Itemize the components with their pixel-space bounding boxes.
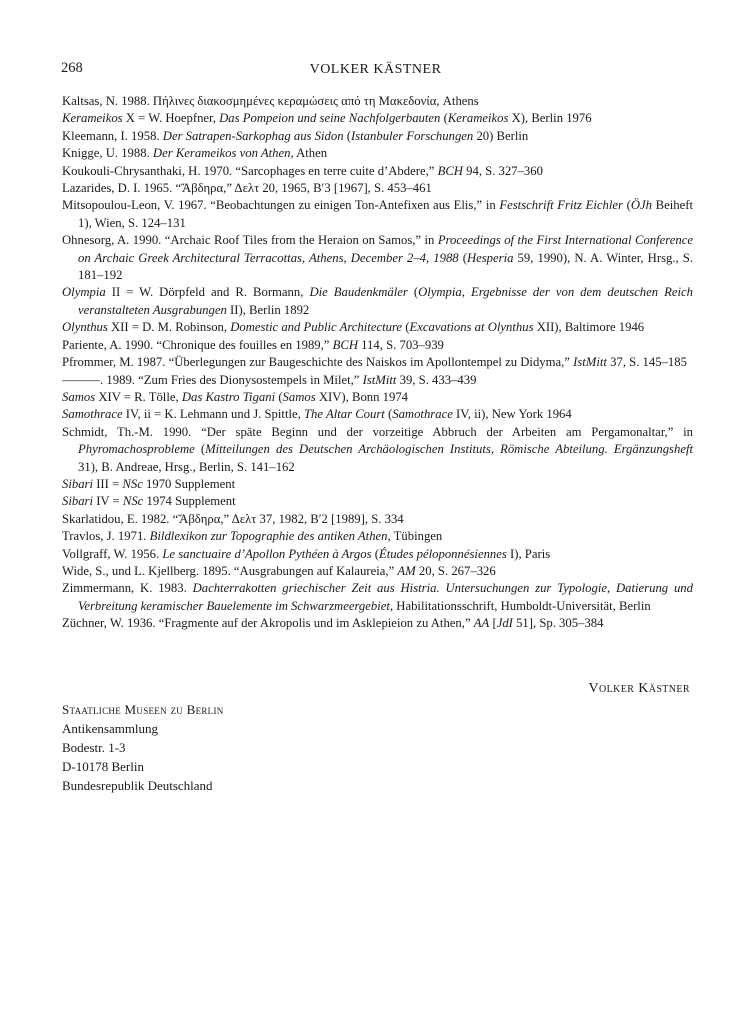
bib-entry	[62, 110, 693, 127]
bib-entry-italic-text: Kerameikos	[62, 111, 123, 126]
page-number: 268	[61, 60, 83, 76]
bib-entry-text: Vollgraff, W. 1956.	[62, 546, 163, 561]
bib-entry-text: X = W. Hoepfner,	[122, 111, 220, 126]
bib-entry-text: (	[440, 111, 448, 126]
bib-entry	[62, 145, 693, 162]
bib-entry-italic-text: Sibari	[62, 476, 94, 491]
bib-entry-text: XII), Baltimore 1946	[533, 320, 645, 335]
bib-entry-text: 51], Sp. 305–384	[512, 616, 604, 631]
address-department: Antikensammlung	[62, 721, 159, 736]
bib-entry-text: II = W. Dörpfeld and R. Bormann,	[105, 285, 310, 300]
bib-entry	[62, 197, 693, 232]
bib-entry-text: III =	[93, 476, 123, 491]
bib-entry-italic-text: Das Kastro Tigani	[181, 389, 276, 404]
bib-entry-text: (	[458, 250, 467, 265]
address-country: Bundesrepublik Deutschland	[62, 778, 213, 793]
bib-entry-italic-text: Samos	[282, 389, 316, 404]
bib-entry-italic-text: Olympia, Ergebnisse der von dem deutschen Reich veranstalteten Ausgrabungen	[78, 285, 693, 317]
bibliography-list	[62, 93, 693, 633]
bib-entry-text: Travlos, J. 1971.	[62, 529, 150, 544]
bib-entry-text: 39, S. 433–439	[396, 372, 477, 387]
bib-entry-text: II), Berlin 1892	[226, 302, 310, 317]
bib-entry-text: Kaltsas, N. 1988. Πήλινες διακοσμημένες κεραμώσεις από τη Μακεδονία, Athens	[62, 94, 479, 108]
bib-entry-italic-text: Proceedings of the First International Conference on Archaic Greek Architectural Terracottas, Athens, December 2–4, 1988	[78, 233, 693, 265]
bib-entry-italic-text: Mitteilungen des Deutschen Archäologischen Instituts, Römische Abteilung. Ergänzungsheft	[205, 442, 694, 457]
bib-entry	[62, 493, 693, 510]
bib-entry-italic-text: Olympia	[62, 285, 106, 300]
bib-entry	[62, 615, 693, 632]
bib-entry-italic-text: The Altar Court	[303, 407, 385, 422]
bib-entry-italic-text: Excavations at Olynthus	[409, 320, 534, 335]
bib-entry-text: 59, 1990), N. A. Winter, Hrsg., S. 181–192	[78, 250, 693, 283]
bib-entry	[62, 511, 693, 528]
bib-entry-text: Schmidt, Th.-M. 1990. “Der späte Beginn und der vorzeitige Abbruch der Arbeiten am Pergamonaltar,” in	[62, 424, 693, 439]
bib-entry-italic-text: Le sanctuaire d’Apollon Pythéen à Argos	[162, 546, 372, 561]
bib-entry-italic-text: AM	[397, 563, 416, 578]
bib-entry-italic-text: Kerameikos	[447, 111, 509, 126]
bib-entry-italic-text: Domestic and Public Architecture	[230, 320, 403, 335]
bib-entry	[62, 93, 693, 110]
bib-entry	[62, 319, 693, 336]
bib-entry-text: 94, S. 327–360	[462, 163, 543, 178]
bib-entry-text: Skarlatidou, E. 1982. “Ἄβδηρα,” Δελτ 37, 1982, Β′2 [1989], S. 334	[62, 511, 404, 526]
bib-entry-text: Zimmermann, K. 1983.	[62, 581, 193, 596]
bib-entry	[62, 180, 693, 197]
bib-entry-text: (	[384, 407, 393, 422]
bib-entry	[62, 389, 693, 406]
bib-entry	[62, 354, 693, 371]
bib-entry-text: (	[194, 442, 206, 457]
bib-entry-text: Pfrommer, M. 1987. “Überlegungen zur Baugeschichte des Naiskos im Apollontempel zu Didyma,”	[62, 355, 574, 370]
bib-entry-text: Züchner, W. 1936. “Fragmente auf der Akropolis und im Asklepieion zu Athen,”	[62, 616, 474, 631]
bib-entry-text: XIV), Bonn 1974	[315, 389, 409, 404]
bib-entry	[62, 406, 693, 423]
bib-entry-italic-text: Samothrace	[392, 407, 453, 422]
bib-entry-italic-text: Sibari	[62, 494, 94, 509]
bib-entry-text: 37, S. 145–185	[606, 355, 687, 370]
bib-entry-italic-text: IstMitt	[573, 355, 607, 370]
bib-entry	[62, 580, 693, 615]
bib-entry	[62, 232, 693, 284]
bib-entry-text: Wide, S., und L. Kjellberg. 1895. “Ausgrabungen auf Kalaureia,”	[62, 563, 398, 578]
bib-entry	[62, 424, 693, 476]
bib-entry-text: (	[622, 198, 631, 213]
bib-entry-text: (	[407, 285, 419, 300]
bib-entry-text: Lazarides, D. I. 1965. “Ἄβδηρα,” Δελτ 20, 1965, Β′3 [1967], S. 453–461	[62, 181, 432, 196]
bib-entry	[62, 563, 693, 580]
bib-entry-italic-text: Samos	[62, 389, 96, 404]
bib-entry-text: , Athen	[290, 146, 328, 161]
author-address	[62, 700, 224, 795]
bib-entry-text: ———. 1989. “Zum Fries des Dionysostempels in Milet,”	[62, 372, 363, 387]
bib-entry-italic-text: Die Baudenkmäler	[309, 285, 408, 300]
bib-entry-italic-text: NSc	[122, 494, 144, 509]
bib-entry-italic-text: AA	[473, 616, 490, 631]
bib-entry-text: Mitsopoulou-Leon, V. 1967. “Beobachtungen zu einigen Ton-Antefixen aus Elis,” in	[62, 198, 500, 213]
bib-entry-italic-text: Festschrift Fritz Eichler	[499, 198, 623, 213]
bib-entry-italic-text: Istanbuler Forschungen	[350, 128, 474, 143]
bib-entry-italic-text: Phyromachosprobleme	[78, 442, 195, 457]
bib-entry-text: 114, S. 703–939	[358, 337, 444, 352]
bib-entry-text: X), Berlin 1976	[508, 111, 592, 126]
bib-entry-italic-text: Der Kerameikos von Athen	[152, 146, 291, 161]
bib-entry-italic-text: JdI	[496, 616, 513, 631]
bib-entry-text: , Tübingen	[387, 529, 443, 544]
bib-entry	[62, 337, 693, 354]
bib-entry-italic-text: NSc	[122, 476, 143, 491]
address-city: D-10178 Berlin	[62, 759, 144, 774]
bib-entry-text: (	[371, 546, 379, 561]
bib-entry-italic-text: Olynthus	[62, 320, 108, 335]
bib-entry-text: Beiheft 1), Wien, S. 124–131	[78, 198, 693, 230]
bib-entry	[62, 476, 693, 493]
bib-entry-text: Pariente, A. 1990. “Chronique des fouilles en 1989,”	[62, 337, 333, 352]
bib-entry-italic-text: BCH	[332, 337, 358, 352]
bib-entry-text: 20) Berlin	[473, 128, 529, 143]
bib-entry-text: , Habilitationsschrift, Humboldt-Universität, Berlin	[389, 598, 651, 613]
bib-entry-italic-text: Hesperia	[466, 250, 514, 265]
bib-entry-text: IV, ii = K. Lehmann und J. Spittle,	[122, 407, 304, 422]
bib-entry-text: (	[343, 128, 351, 143]
bib-entry-italic-text: Das Pompeion und seine Nachfolgerbauten	[219, 111, 441, 126]
bib-entry-text: XII = D. M. Robinson,	[107, 320, 231, 335]
bib-entry	[62, 284, 693, 319]
bib-entry	[62, 163, 693, 180]
bib-entry-italic-text: Samothrace	[62, 407, 123, 422]
bib-entry-text: I), Paris	[506, 546, 551, 561]
bib-entry-text: 31), B. Andreae, Hrsg., Berlin, S. 141–162	[78, 459, 295, 474]
bib-entry-text: (	[275, 389, 283, 404]
author-signature: Volker Kästner	[588, 681, 690, 696]
bib-entry-italic-text: Études péloponnésiennes	[378, 546, 507, 561]
bib-entry	[62, 372, 693, 389]
address-institution: Staatliche Museen zu Berlin	[62, 702, 224, 717]
bib-entry-text: 1970 Supplement	[142, 476, 236, 491]
bib-entry-italic-text: ÖJh	[630, 198, 652, 213]
bib-entry-text: (	[402, 320, 410, 335]
bib-entry-text: IV =	[93, 494, 123, 509]
bib-entry	[62, 546, 693, 563]
bib-entry	[62, 128, 693, 145]
bib-entry-italic-text: BCH	[437, 163, 463, 178]
bib-entry-italic-text: Dachterrakotten griechischer Zeit aus Histria. Untersuchungen zur Typologie, Datierung und Verbreitung keramischer Bauelemente im Schwarzmeergebiet	[78, 581, 693, 613]
bib-entry-text: [	[489, 616, 497, 631]
bib-entry-text: 20, S. 267–326	[415, 563, 496, 578]
bib-entry-italic-text: Der Satrapen-Sarkophag aus Sidon	[162, 128, 344, 143]
bib-entry-italic-text: IstMitt	[362, 372, 397, 387]
bib-entry-text: 1974 Supplement	[143, 494, 236, 509]
bib-entry-text: Koukouli-Chrysanthaki, H. 1970. “Sarcophages en terre cuite d’Abdere,”	[62, 163, 438, 178]
bib-entry-text: XIV = R. Tölle,	[95, 389, 182, 404]
address-street: Bodestr. 1-3	[62, 740, 126, 755]
bib-entry-text: IV, ii), New York 1964	[452, 407, 572, 422]
running-head: VOLKER KÄSTNER	[309, 62, 442, 77]
bib-entry-text: Ohnesorg, A. 1990. “Archaic Roof Tiles from the Heraion on Samos,” in	[62, 233, 438, 248]
bib-entry-italic-text: Bildlexikon zur Topographie des antiken Athen	[149, 529, 388, 544]
bib-entry	[62, 528, 693, 545]
bib-entry-text: Knigge, U. 1988.	[62, 146, 153, 161]
bib-entry-text: Kleemann, I. 1958.	[62, 128, 163, 143]
